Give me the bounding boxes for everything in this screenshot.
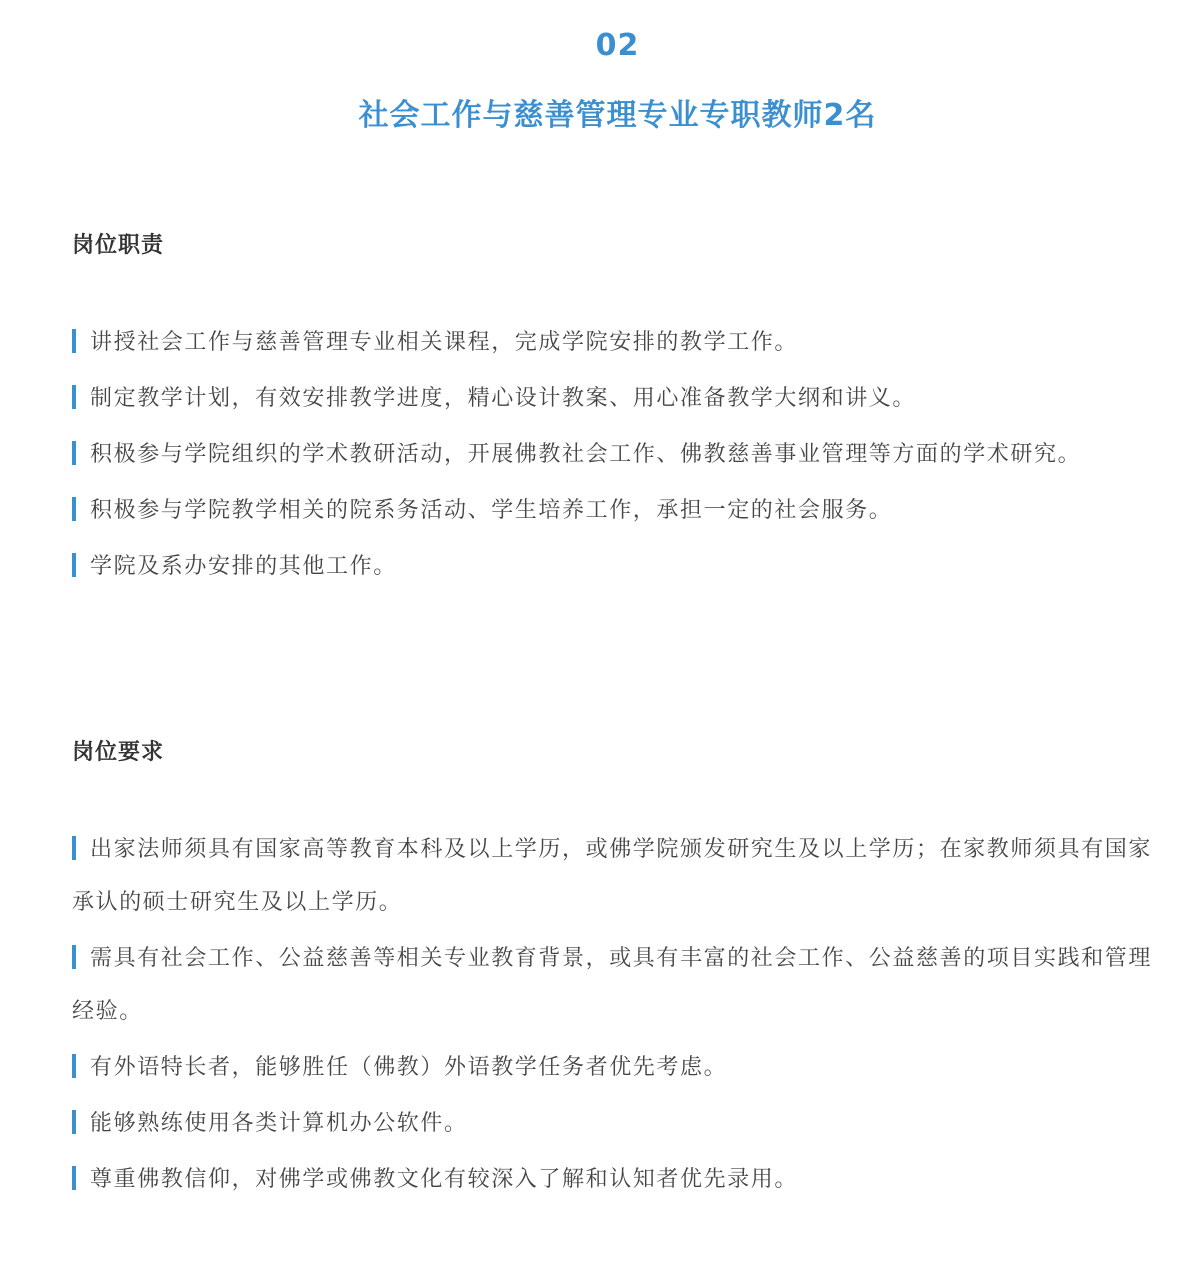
list-item (72, 484, 1167, 537)
list-item (72, 372, 1167, 425)
list-item (72, 1097, 1167, 1150)
bullet-bar-icon (72, 385, 76, 409)
list-item-text: 积极参与学院组织的学术教研活动，开展佛教社会工作、佛教慈善事业管理等方面的学术研究。 (90, 442, 1082, 467)
bullet-bar-icon (72, 329, 76, 353)
list-item-text: 有外语特长者，能够胜任（佛教）外语教学任务者优先考虑。 (90, 1055, 728, 1080)
duties-list (72, 316, 1167, 596)
list-item-text: 学院及系办安排的其他工作。 (90, 554, 397, 579)
bullet-bar-icon (72, 945, 76, 969)
duties-heading: 岗位职责 (72, 233, 165, 258)
list-item (72, 1041, 1167, 1094)
bullet-bar-icon (72, 1166, 76, 1190)
list-item-text: 讲授社会工作与慈善管理专业相关课程，完成学院安排的教学工作。 (90, 330, 799, 355)
bullet-bar-icon (72, 1054, 76, 1078)
list-item-text: 能够熟练使用各类计算机办公软件。 (90, 1111, 468, 1136)
list-item-text: 需具有社会工作、公益慈善等相关专业教育背景，或具有丰富的社会工作、公益慈善的项目实践和管理经验。 (72, 946, 1153, 1024)
list-item-text: 尊重佛教信仰，对佛学或佛教文化有较深入了解和认知者优先录用。 (90, 1167, 799, 1192)
bullet-bar-icon (72, 836, 76, 860)
bullet-bar-icon (72, 441, 76, 465)
list-item (72, 932, 1167, 1038)
list-item (72, 540, 1167, 593)
list-item-text: 制定教学计划，有效安排教学进度，精心设计教案、用心准备教学大纲和讲义。 (90, 386, 917, 411)
page-title: 社会工作与慈善管理专业专职教师2名 (358, 98, 877, 133)
requirements-list (72, 823, 1167, 1209)
list-item-text: 积极参与学院教学相关的院系务活动、学生培养工作，承担一定的社会服务。 (90, 498, 893, 523)
list-item (72, 428, 1167, 481)
list-item (72, 1153, 1167, 1206)
bullet-bar-icon (72, 497, 76, 521)
requirements-heading: 岗位要求 (72, 740, 165, 765)
list-item (72, 823, 1167, 929)
bullet-bar-icon (72, 553, 76, 577)
bullet-bar-icon (72, 1110, 76, 1134)
list-item (72, 316, 1167, 369)
section-number: 02 (595, 28, 640, 63)
list-item-text: 出家法师须具有国家高等教育本科及以上学历，或佛学院颁发研究生及以上学历；在家教师须具有国家承认的硕士研究生及以上学历。 (72, 837, 1153, 915)
